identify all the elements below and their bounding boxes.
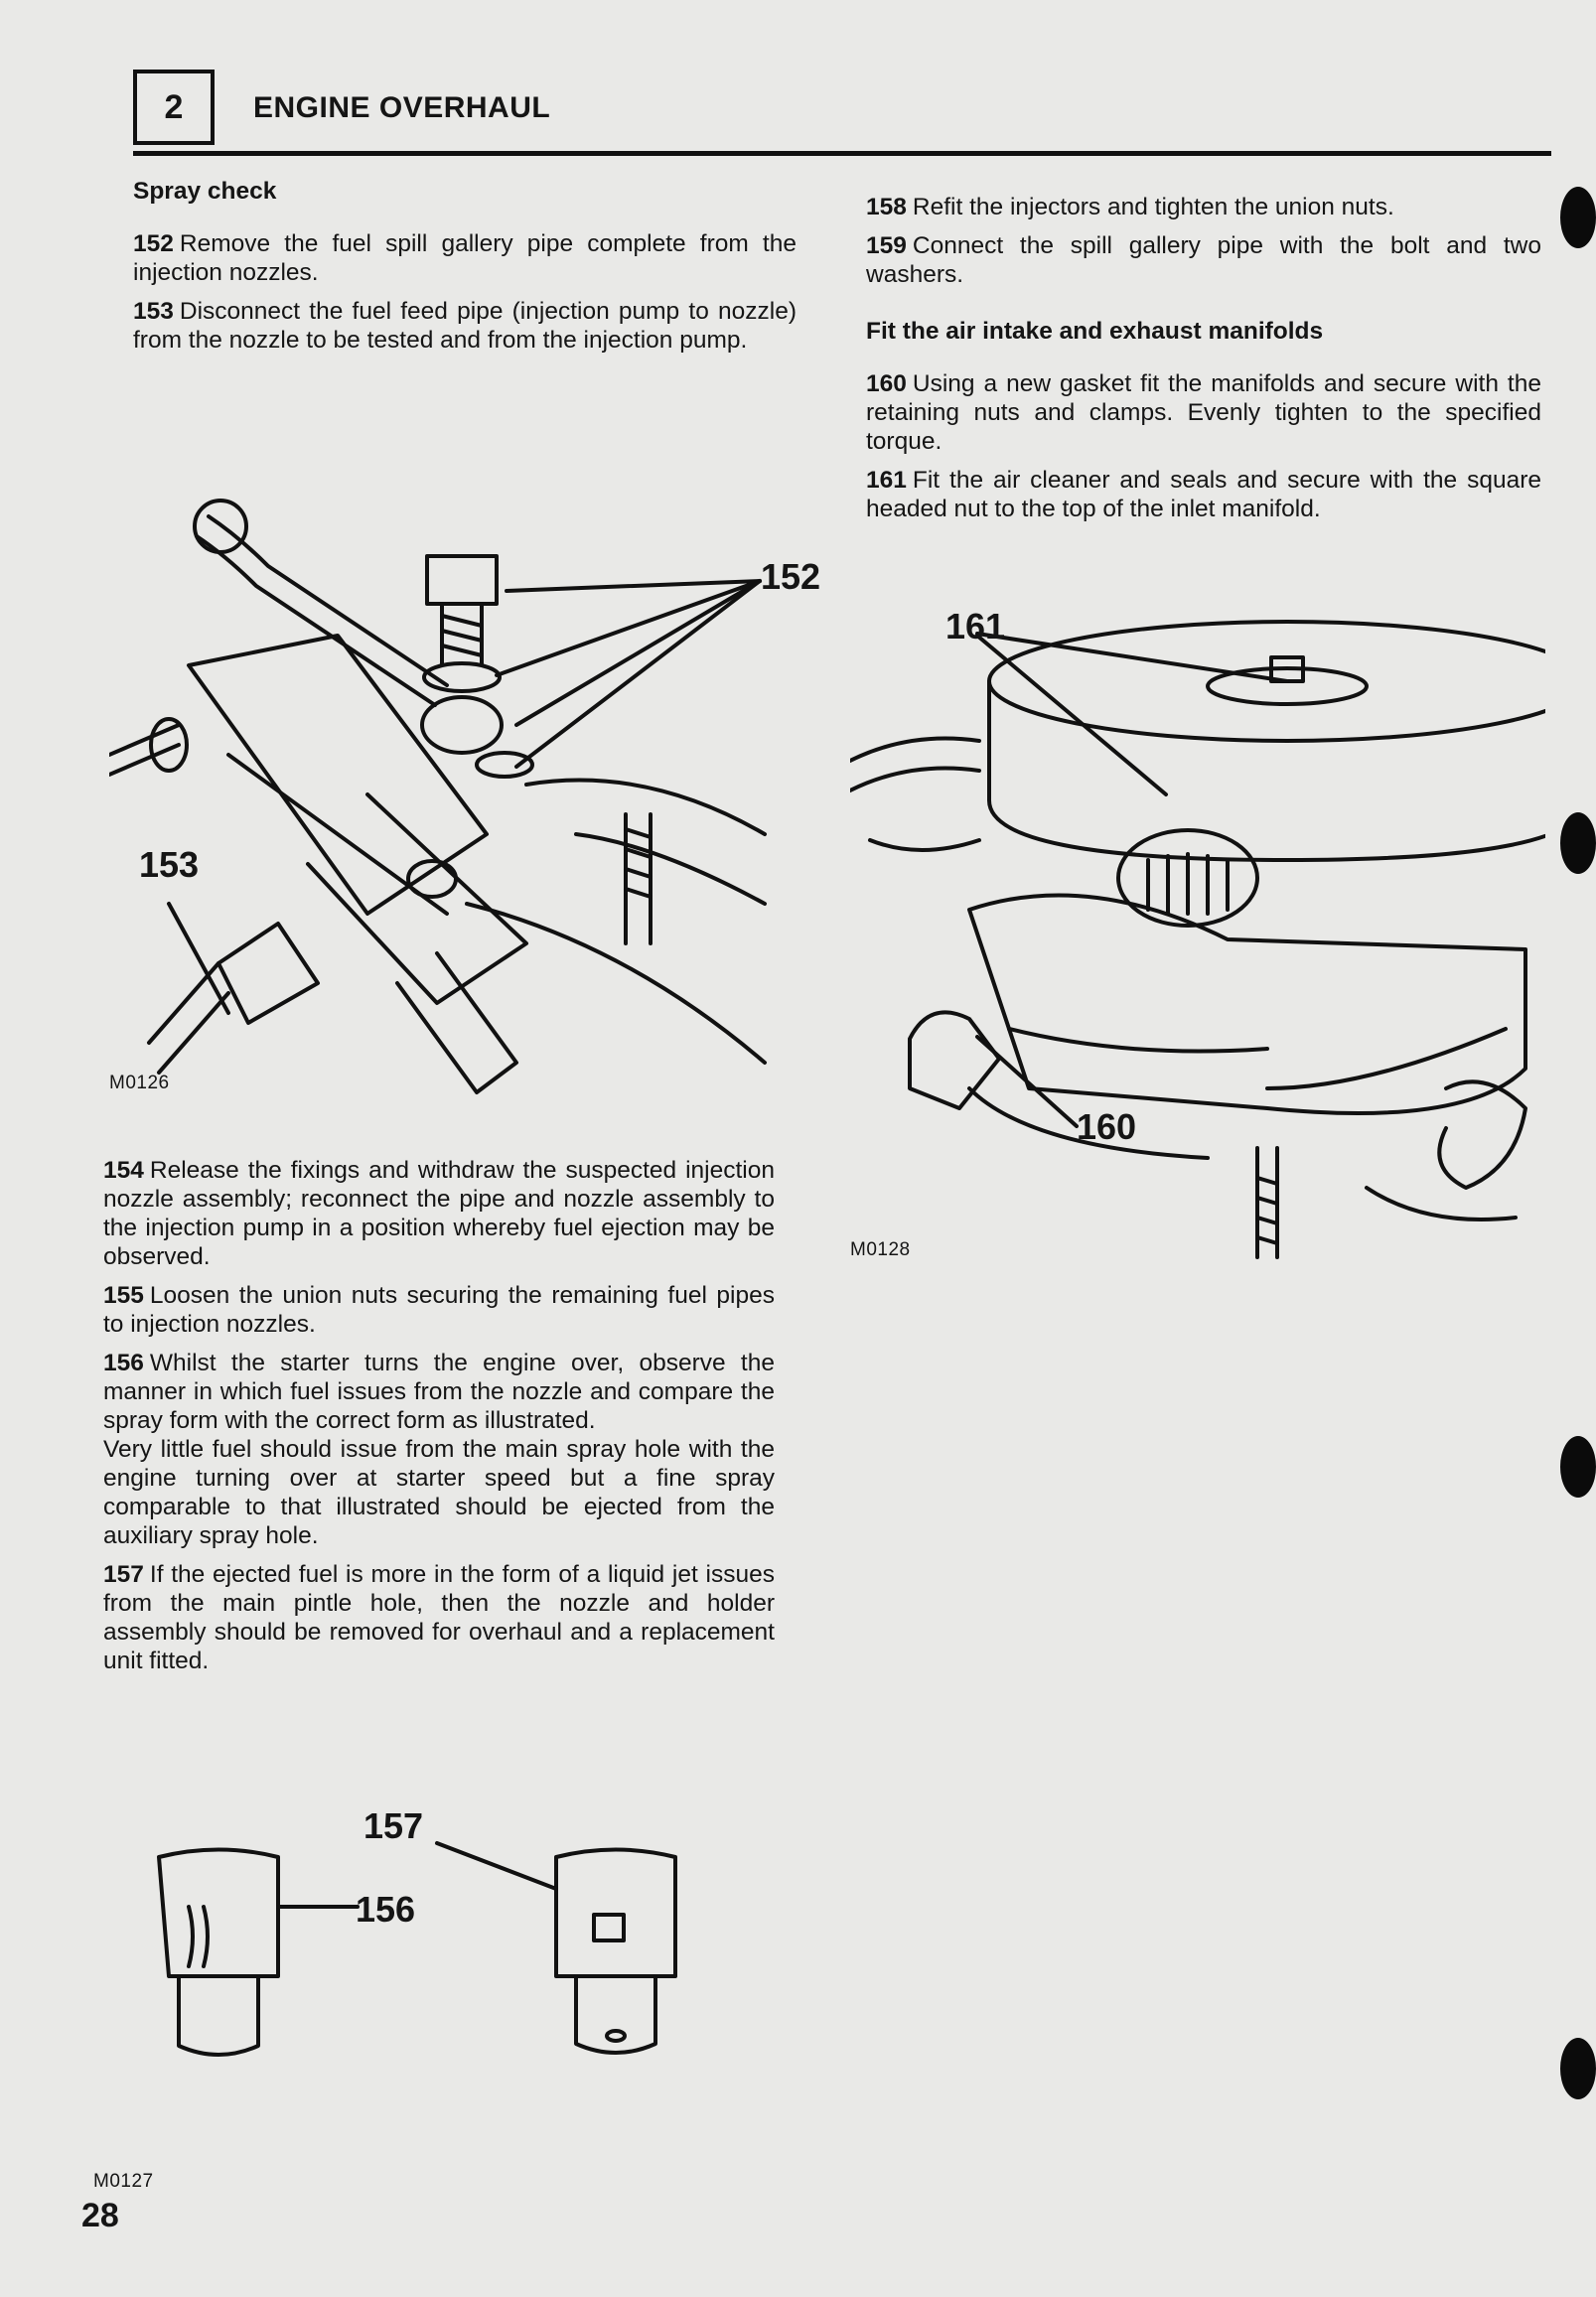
step-number: 152 — [133, 230, 174, 257]
figure-spray-forms — [149, 1797, 705, 2066]
step-number: 157 — [103, 1561, 144, 1588]
step-text: Refit the injectors and tighten the union nuts. — [912, 194, 1394, 220]
figure-injector-assembly — [109, 487, 821, 1102]
binder-hole — [1560, 187, 1596, 248]
step-number: 154 — [103, 1157, 144, 1184]
heading-spray-check: Spray check — [133, 178, 277, 205]
figure-label: M0126 — [109, 1073, 170, 1093]
step-text: Whilst the starter turns the engine over, observe the manner in which fuel issues from the nozzle and compare the spray form with the correct form as illustrated. — [103, 1350, 775, 1434]
spray-note: Very little fuel should issue from the main spray hole with the engine turning over at starter speed but a fine spray comparable to that illustrated should be ejected from the auxiliary spray hole. — [103, 1436, 775, 1549]
step-number: 160 — [866, 370, 907, 397]
step-text: Release the fixings and withdraw the suspected injection nozzle assembly; reconnect the pipe and nozzle assembly to the injection pump in a position whereby fuel ejection may be observed. — [103, 1157, 775, 1270]
step-number: 159 — [866, 232, 907, 259]
step-number: 156 — [103, 1350, 144, 1376]
callout-157: 157 — [363, 1805, 424, 1846]
section-title: ENGINE OVERHAUL — [253, 91, 551, 124]
section-number: 2 — [164, 87, 184, 126]
figure-label: M0128 — [850, 1239, 911, 1260]
step-156 — [103, 1349, 775, 1435]
section-number-box — [133, 70, 215, 145]
step-number: 155 — [103, 1282, 144, 1309]
figure-air-cleaner-manifold — [850, 606, 1545, 1267]
right-column-top — [866, 193, 1541, 533]
callout-156: 156 — [356, 1889, 416, 1930]
callout-152: 152 — [761, 556, 821, 597]
step-text: Fit the air cleaner and seals and secure with the square headed nut to the top of the inlet manifold. — [866, 467, 1541, 522]
left-column-top — [133, 177, 797, 364]
step-text: Disconnect the fuel feed pipe (injection pump to nozzle) from the nozzle to be tested and from the injection pump. — [133, 298, 797, 354]
step-text: Connect the spill gallery pipe with the bolt and two washers. — [866, 232, 1541, 288]
manifold-illustration — [850, 612, 1545, 1267]
step-160 — [866, 369, 1541, 456]
step-153 — [133, 297, 797, 355]
binder-hole — [1560, 2038, 1596, 2099]
step-159 — [866, 231, 1541, 289]
step-154 — [103, 1156, 775, 1271]
step-161 — [866, 466, 1541, 523]
step-text: Using a new gasket fit the manifolds and secure with the retaining nuts and clamps. Evenly tighten to the specified torque. — [866, 370, 1541, 455]
left-column-bottom — [103, 1156, 775, 1685]
binder-hole — [1560, 812, 1596, 874]
injector-illustration — [109, 487, 804, 1102]
step-157 — [103, 1560, 775, 1675]
page-number: 28 — [81, 2197, 119, 2234]
step-number: 153 — [133, 298, 174, 325]
callout-160: 160 — [1077, 1106, 1137, 1147]
callout-161: 161 — [945, 606, 1006, 646]
header-rule — [133, 151, 1551, 156]
step-text: Remove the fuel spill gallery pipe complete from the injection nozzles. — [133, 230, 797, 286]
step-152 — [133, 229, 797, 287]
callout-153: 153 — [139, 844, 200, 885]
step-number: 158 — [866, 194, 907, 220]
heading-fit-manifolds: Fit the air intake and exhaust manifolds — [866, 318, 1324, 345]
step-text: Loosen the union nuts securing the remaining fuel pipes to injection nozzles. — [103, 1282, 775, 1338]
step-158 — [866, 193, 1541, 221]
step-155 — [103, 1281, 775, 1339]
step-text: If the ejected fuel is more in the form of a liquid jet issues from the main pintle hole, then the nozzle and holder assembly should be removed for overhaul and a replacement unit fitted. — [103, 1561, 775, 1674]
step-number: 161 — [866, 467, 907, 494]
binder-hole — [1560, 1436, 1596, 1498]
nozzle-illustration — [149, 1797, 705, 2066]
figure-label: M0127 — [93, 2171, 154, 2192]
